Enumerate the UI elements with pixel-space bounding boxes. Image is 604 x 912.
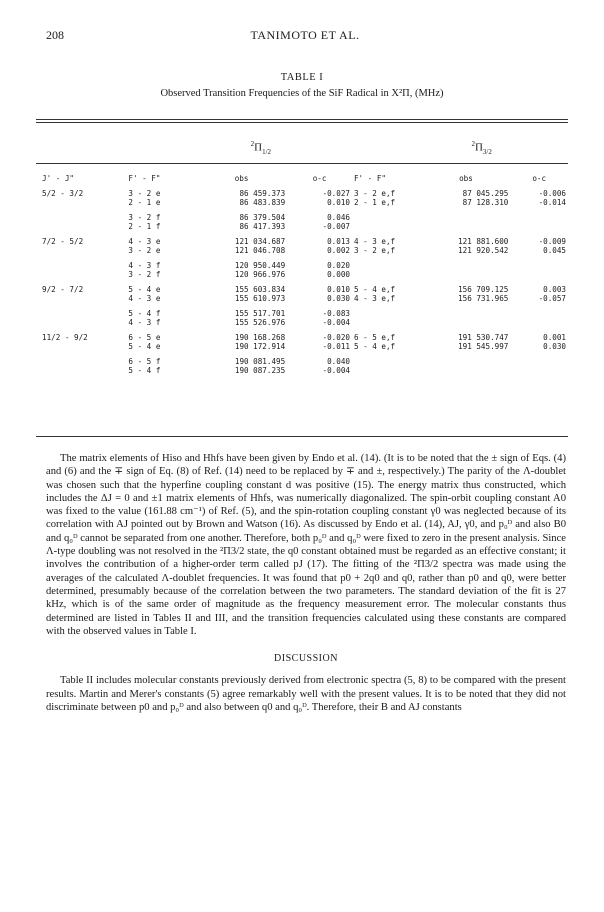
cell-j: 7/2 - 5/2 xyxy=(42,236,84,246)
cell-f: 5 - 4 f xyxy=(128,366,161,376)
table-row xyxy=(40,189,568,199)
cell-j xyxy=(40,198,126,208)
state-label-1-2: $^2\Pi_{1/2}$ xyxy=(250,139,272,156)
cell-obs: 121 046.708 xyxy=(234,246,286,256)
cell-j: 11/2 - 9/2 xyxy=(42,332,88,342)
cell-obs-2 xyxy=(422,261,511,271)
cell-obs: 155 517.701 xyxy=(234,308,286,318)
cell-obs: 190 168.268 xyxy=(234,332,286,342)
table-caption: Observed Transition Frequencies of the SiF Radical in X²Π, (MHz) xyxy=(160,88,444,99)
cell-oc-2 xyxy=(510,270,568,280)
cell-oc-2: -0.009 xyxy=(538,236,566,246)
cell-f-2 xyxy=(352,261,422,271)
cell-j xyxy=(40,246,126,256)
cell-obs: 190 172.914 xyxy=(234,342,286,352)
cell-j xyxy=(40,261,126,271)
col-header-f-2: F' - F" xyxy=(353,174,386,184)
table-rule-bottom xyxy=(36,436,568,437)
cell-j xyxy=(40,294,126,304)
cell-oc: -0.007 xyxy=(322,222,350,232)
table-row xyxy=(40,366,568,376)
cell-oc-2: 0.030 xyxy=(543,342,566,352)
table-row xyxy=(40,246,568,256)
cell-f-2 xyxy=(352,213,422,223)
cell-oc-2 xyxy=(510,366,568,376)
cell-obs-2 xyxy=(422,309,511,319)
cell-obs-2: 121 881.600 xyxy=(458,236,509,246)
cell-obs: 86 379.504 xyxy=(239,212,286,222)
cell-obs: 120 966.976 xyxy=(234,270,286,280)
cell-j: 9/2 - 7/2 xyxy=(42,284,84,294)
cell-oc: -0.083 xyxy=(322,308,350,318)
col-header-j: J' - J" xyxy=(42,174,75,184)
cell-f-2: 5 - 4 e,f xyxy=(353,342,396,352)
cell-f: 3 - 2 f xyxy=(128,212,161,222)
cell-obs: 190 081.495 xyxy=(234,356,286,366)
cell-obs-2: 87 128.310 xyxy=(462,198,509,208)
cell-f: 2 - 1 f xyxy=(128,222,161,232)
cell-oc-2 xyxy=(510,261,568,271)
cell-j xyxy=(40,357,126,367)
col-header-obs-2: obs xyxy=(459,174,473,184)
section-heading-discussion: DISCUSSION xyxy=(274,653,338,665)
cell-oc-2: 0.003 xyxy=(543,284,566,294)
cell-oc: 0.040 xyxy=(327,356,350,366)
cell-obs-2: 87 045.295 xyxy=(462,188,509,198)
cell-f: 2 - 1 e xyxy=(128,198,161,208)
cell-f-2 xyxy=(352,270,422,280)
table-row xyxy=(40,309,568,319)
cell-f-2: 5 - 4 e,f xyxy=(353,284,396,294)
column-header-row xyxy=(40,166,568,189)
cell-oc: 0.010 xyxy=(327,198,350,208)
cell-obs: 121 034.687 xyxy=(234,236,286,246)
running-header xyxy=(46,28,564,44)
cell-j xyxy=(40,318,126,328)
cell-oc-2: -0.006 xyxy=(538,188,566,198)
cell-f-2: 4 - 3 e,f xyxy=(353,294,396,304)
table-row xyxy=(40,294,568,304)
cell-oc: 0.030 xyxy=(327,294,350,304)
table-row xyxy=(40,285,568,295)
cell-f: 4 - 3 f xyxy=(128,260,161,270)
paragraph-analysis: The matrix elements of Hiso and Hhfs have been given by Endo et al. (14). (It is to be noted that the ± sign of Eqs. (4) and (6) and the ∓ sign of Eq. (8) of Ref. (14) need to be replaced by ∓ and ±, respectively.) The parity of the Λ-doublet was chosen such that the hyperfine coupling constant d was positive (15). The energy matrix thus constructed, which includes the ΔJ = 0 and ±1 matrix elements of Hhfs, was numerically diagonalized. The spin-orbit coupling constant A0 was fixed to the value (161.88 cm⁻¹) of Ref. (5), and the spin-rotation coupling constant γ0 was neglected because of its correlation with AJ pointed out by Brown and Watson (16). As discussed by Endo et al. (14), AJ, γ0, and p₀ᴰ and also B0 and q₀ᴰ cannot be separated from one another. Therefore, both p₀ᴰ and q₀ᴰ were fixed to zero in the present analysis. Since Λ-type doubling was not resolved in the ²Π3/2 state, the q0 constant obtained must be regarded as an effective constant; it involves the contribution of a higher-order term called pJ (17). The fitting of the ²Π3/2 spectra was made using the averages of the calculated Λ-doublet frequencies. It was found that p0 + 2q0 and q0, rather than p0 and q0, were better determined, presumably because of the correlation between the two parameters. The standard deviation of the fit is 27 kHz, which is of the same order of magnitude as the frequency measurement error. The molecular constants thus determined are listed in Tables II and III, and the transition frequencies calculated using these constants are compared with the observed values in Table I. xyxy=(46,453,566,637)
table-row xyxy=(40,342,568,352)
cell-f-2: 6 - 5 e,f xyxy=(353,332,396,342)
table-rule-top-double xyxy=(36,122,568,123)
body-text xyxy=(46,452,566,714)
cell-obs-2 xyxy=(422,357,511,367)
paragraph-discussion: Table II includes molecular constants previously derived from electronic spectra (5, 8) to be compared with the present results. Martin and Merer's constants (5) agree remarkably well with the present values. It is to be noted that they did not discriminate between p0 and p₀ᴰ and also between q0 and q₀ᴰ. Therefore, their B and AJ constants xyxy=(46,675,566,714)
table-row xyxy=(40,357,568,367)
cell-oc: -0.027 xyxy=(322,188,350,198)
cell-f: 3 - 2 e xyxy=(128,188,161,198)
cell-oc: -0.011 xyxy=(322,342,350,352)
cell-obs: 120 950.449 xyxy=(234,260,286,270)
cell-f-2 xyxy=(352,357,422,367)
cell-f: 5 - 4 e xyxy=(128,342,161,352)
table-title: TABLE I xyxy=(280,72,324,83)
cell-f: 6 - 5 e xyxy=(128,332,161,342)
cell-obs-2 xyxy=(422,270,511,280)
cell-oc-2: 0.001 xyxy=(543,332,566,342)
cell-oc: -0.004 xyxy=(322,366,350,376)
cell-oc: 0.013 xyxy=(327,236,350,246)
cell-f: 6 - 5 f xyxy=(128,356,161,366)
cell-oc-2 xyxy=(510,222,568,232)
cell-f-2 xyxy=(352,366,422,376)
transition-frequency-table xyxy=(40,130,568,376)
cell-obs-2: 156 731.965 xyxy=(458,294,509,304)
cell-j xyxy=(40,366,126,376)
cell-oc: -0.004 xyxy=(322,318,350,328)
cell-f: 4 - 3 f xyxy=(128,318,161,328)
col-header-oc: o-c xyxy=(312,174,327,184)
cell-f-2 xyxy=(352,222,422,232)
cell-obs-2 xyxy=(422,318,511,328)
cell-oc-2: -0.014 xyxy=(538,198,566,208)
cell-f: 5 - 4 f xyxy=(128,308,161,318)
table-row xyxy=(40,270,568,280)
cell-j xyxy=(40,270,126,280)
cell-oc-2: 0.045 xyxy=(543,246,566,256)
table-row xyxy=(40,333,568,343)
table-rule-top xyxy=(36,119,568,120)
running-authors: TANIMOTO ET AL. xyxy=(250,28,360,42)
cell-obs-2 xyxy=(422,213,511,223)
cell-obs-2: 191 545.997 xyxy=(458,342,509,352)
cell-j xyxy=(40,309,126,319)
table-row xyxy=(40,198,568,208)
cell-oc: -0.020 xyxy=(322,332,350,342)
cell-j xyxy=(40,213,126,223)
cell-obs-2: 121 920.542 xyxy=(458,246,509,256)
cell-f: 4 - 3 e xyxy=(128,294,161,304)
page-number: 208 xyxy=(46,28,64,42)
table-row xyxy=(40,222,568,232)
cell-f-2: 2 - 1 e,f xyxy=(353,198,396,208)
cell-f-2 xyxy=(352,318,422,328)
col-header-f: F' - F" xyxy=(128,174,161,184)
cell-obs-2 xyxy=(422,222,511,232)
cell-f-2: 4 - 3 e,f xyxy=(353,236,396,246)
table-row xyxy=(40,237,568,247)
col-header-obs: obs xyxy=(234,174,249,184)
col-header-oc-2: o-c xyxy=(532,174,547,184)
cell-j: 5/2 - 3/2 xyxy=(42,188,84,198)
cell-f-2: 3 - 2 e,f xyxy=(353,246,396,256)
cell-oc: 0.002 xyxy=(327,246,350,256)
cell-j xyxy=(40,342,126,352)
state-label-3-2: $^2\Pi_{3/2}$ xyxy=(471,139,492,156)
cell-obs: 86 417.393 xyxy=(239,222,286,232)
cell-oc-2 xyxy=(510,318,568,328)
cell-f: 3 - 2 f xyxy=(128,270,161,280)
cell-oc: 0.010 xyxy=(327,284,350,294)
cell-f-2 xyxy=(352,309,422,319)
cell-obs: 190 087.235 xyxy=(234,366,286,376)
cell-obs-2: 191 530.747 xyxy=(458,332,509,342)
cell-oc-2 xyxy=(510,309,568,319)
cell-obs: 155 603.834 xyxy=(234,284,286,294)
cell-oc-2: -0.057 xyxy=(538,294,566,304)
cell-obs-2 xyxy=(422,366,511,376)
cell-j xyxy=(40,222,126,232)
cell-obs: 155 526.976 xyxy=(234,318,286,328)
table-row xyxy=(40,261,568,271)
cell-oc: 0.020 xyxy=(327,260,350,270)
cell-oc: 0.046 xyxy=(327,212,350,222)
cell-oc-2 xyxy=(510,357,568,367)
cell-obs: 86 459.373 xyxy=(239,188,286,198)
cell-oc: 0.000 xyxy=(327,270,350,280)
cell-f: 4 - 3 e xyxy=(128,236,161,246)
cell-obs: 155 610.973 xyxy=(234,294,286,304)
table-row xyxy=(40,318,568,328)
cell-obs-2: 156 709.125 xyxy=(458,284,509,294)
cell-obs: 86 483.839 xyxy=(239,198,286,208)
cell-f: 3 - 2 e xyxy=(128,246,161,256)
table-row xyxy=(40,213,568,223)
cell-f: 5 - 4 e xyxy=(128,284,161,294)
cell-oc-2 xyxy=(510,213,568,223)
cell-f-2: 3 - 2 e,f xyxy=(353,188,396,198)
